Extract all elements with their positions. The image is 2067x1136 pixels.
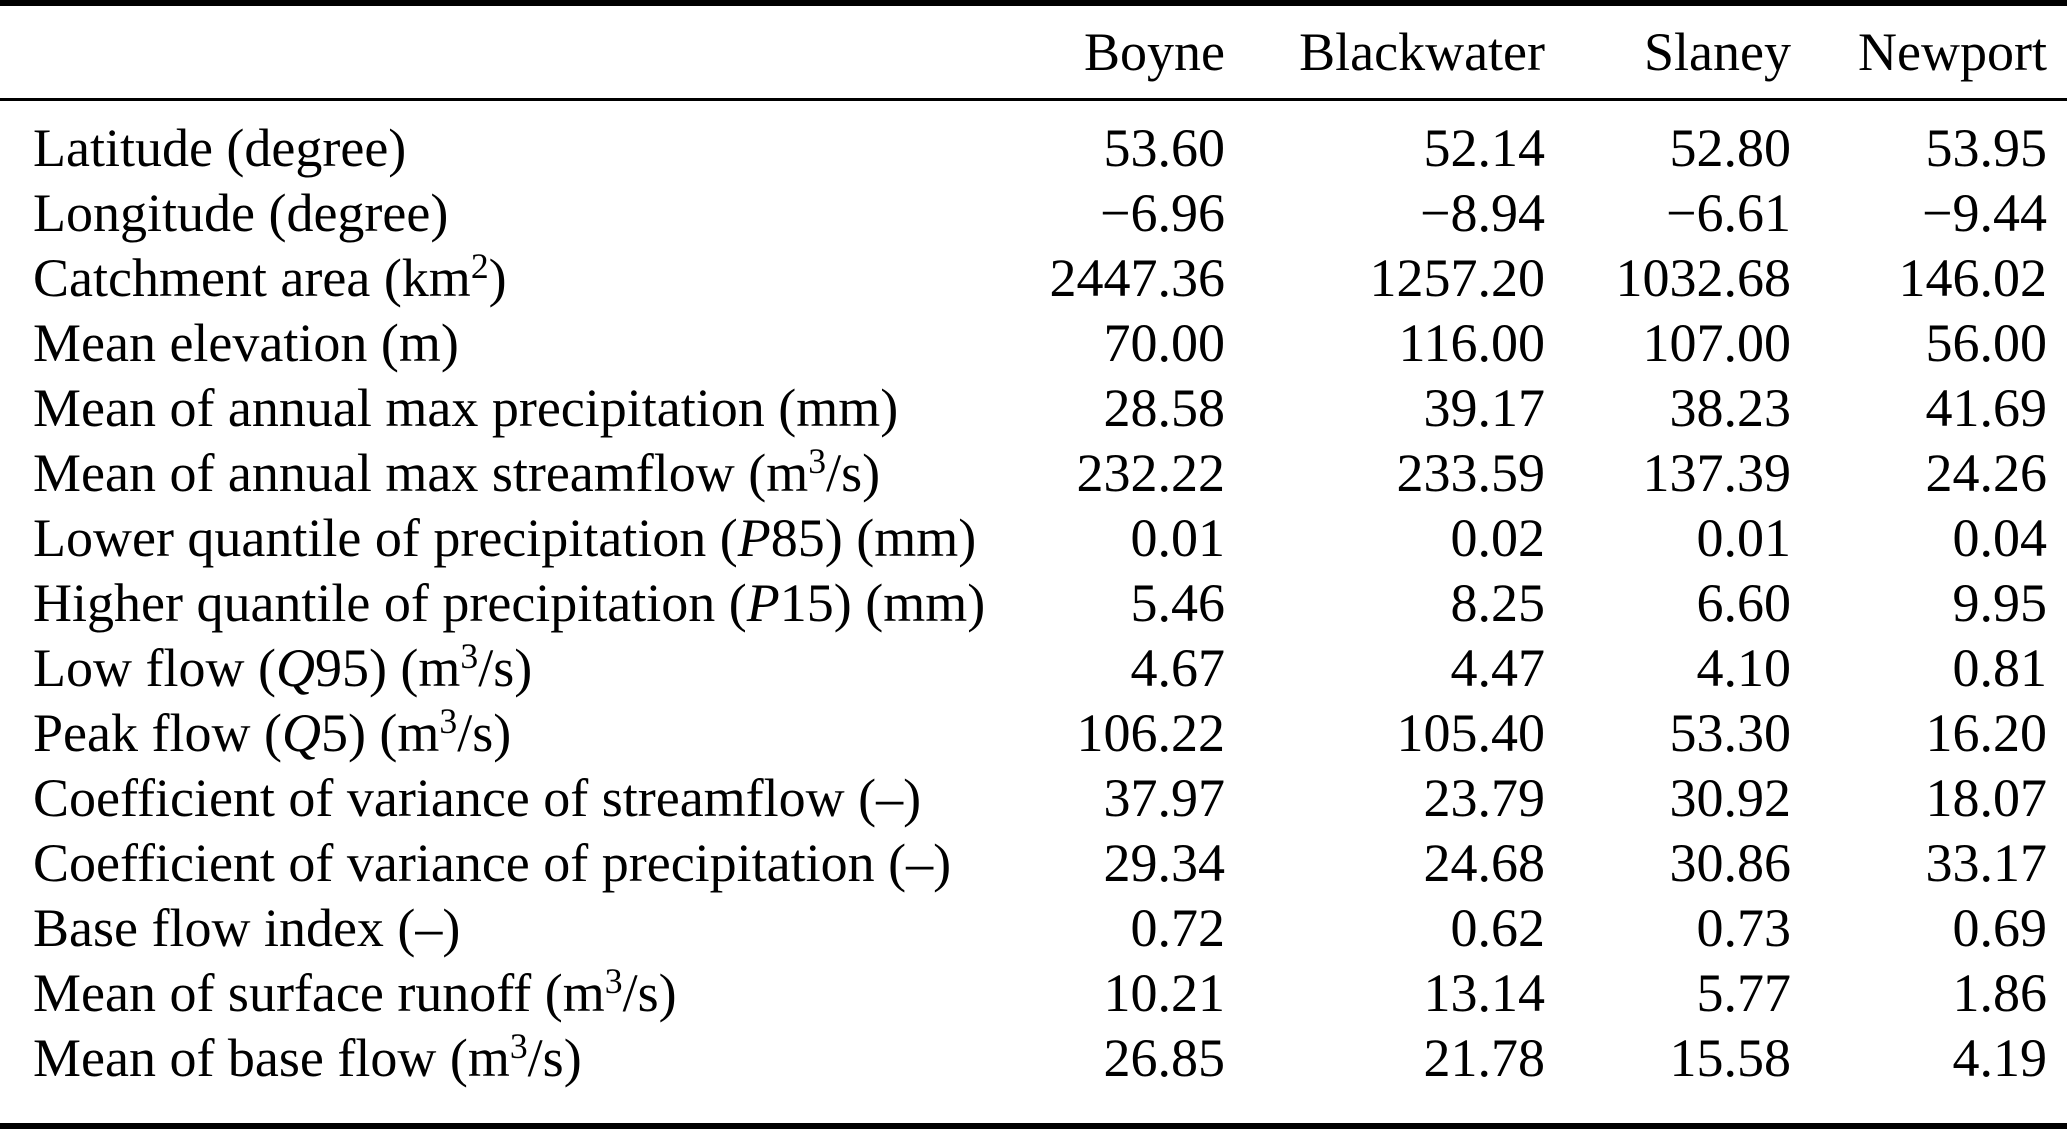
row-label: Low flow (Q95) $(m^3/s)$	[33, 635, 533, 698]
table-row	[0, 570, 2067, 635]
table-row	[0, 245, 2067, 310]
row-label: Mean of base flow $(m^3/s)$	[33, 1025, 582, 1088]
value-cell: 52.14	[1423, 117, 1545, 178]
table-body	[0, 100, 2067, 1091]
value-cell: 146.02	[1898, 247, 2047, 308]
value-cell: 233.59	[1396, 442, 1545, 503]
value-cell: 29.34	[1103, 832, 1225, 893]
value-cell: 4.19	[1952, 1027, 2047, 1088]
value-cell: 0.01	[1696, 507, 1791, 568]
value-cell: 1.86	[1952, 962, 2047, 1023]
corner-cell	[0, 6, 1005, 100]
value-cell: 33.17	[1925, 832, 2047, 893]
column-header: Boyne	[1005, 6, 1225, 100]
value-cell: 28.58	[1103, 377, 1225, 438]
row-label: Mean of annual max streamflow $(m^3/s)$	[33, 440, 881, 503]
row-label: Mean elevation (m)	[33, 312, 459, 373]
value-cell: 9.95	[1952, 572, 2047, 633]
row-label: Coefficient of variance of precipitation (–)	[33, 832, 952, 893]
value-cell: 0.81	[1952, 637, 2047, 698]
value-cell: 105.40	[1396, 702, 1545, 763]
value-cell: 18.07	[1925, 767, 2047, 828]
value-cell: 53.30	[1669, 702, 1791, 763]
value-cell: 232.22	[1076, 442, 1225, 503]
value-cell: 0.73	[1696, 897, 1791, 958]
value-cell: 0.72	[1130, 897, 1225, 958]
table-row	[0, 100, 2067, 181]
value-cell: 4.47	[1450, 637, 1545, 698]
value-cell: 0.02	[1450, 507, 1545, 568]
value-cell: 16.20	[1925, 702, 2047, 763]
value-cell: 23.79	[1423, 767, 1545, 828]
value-cell: 4.10	[1696, 637, 1791, 698]
value-cell: 0.01	[1130, 507, 1225, 568]
value-cell: 41.69	[1925, 377, 2047, 438]
row-label: Peak flow (Q5) $(m^3/s)$	[33, 700, 512, 763]
value-cell: 6.60	[1696, 572, 1791, 633]
value-cell: 24.68	[1423, 832, 1545, 893]
value-cell: 38.23	[1669, 377, 1791, 438]
value-cell: 53.60	[1103, 117, 1225, 178]
table-row	[0, 1025, 2067, 1090]
value-cell: 53.95	[1925, 117, 2047, 178]
row-label: Latitude (degree)	[33, 117, 407, 178]
value-cell: 8.25	[1450, 572, 1545, 633]
value-cell: 30.92	[1669, 767, 1791, 828]
value-cell: 10.21	[1103, 962, 1225, 1023]
table-row	[0, 635, 2067, 700]
header-row	[0, 6, 2067, 100]
value-cell: 24.26	[1925, 442, 2047, 503]
table-row	[0, 440, 2067, 505]
row-label: Base flow index (–)	[33, 897, 461, 958]
column-header: Slaney	[1545, 6, 1791, 100]
value-cell: 70.00	[1103, 312, 1225, 373]
value-cell: 26.85	[1103, 1027, 1225, 1088]
value-cell: 39.17	[1423, 377, 1545, 438]
table-row	[0, 180, 2067, 245]
row-label: Higher quantile of precipitation (P15) (mm)	[33, 572, 986, 633]
value-cell: 30.86	[1669, 832, 1791, 893]
row-label: Coefficient of variance of streamflow (–)	[33, 767, 922, 828]
value-cell: −8.94	[1420, 182, 1545, 243]
value-cell: 107.00	[1642, 312, 1791, 373]
table-row	[0, 505, 2067, 570]
row-label: Lower quantile of precipitation (P85) (mm)	[33, 507, 977, 568]
table-row	[0, 375, 2067, 440]
value-cell: 13.14	[1423, 962, 1545, 1023]
value-cell: −6.96	[1100, 182, 1225, 243]
value-cell: 15.58	[1669, 1027, 1791, 1088]
value-cell: 21.78	[1423, 1027, 1545, 1088]
value-cell: 5.77	[1696, 962, 1791, 1023]
value-cell: 5.46	[1130, 572, 1225, 633]
value-cell: 4.67	[1130, 637, 1225, 698]
value-cell: 37.97	[1103, 767, 1225, 828]
value-cell: 52.80	[1669, 117, 1791, 178]
value-cell: 0.62	[1450, 897, 1545, 958]
table-row	[0, 700, 2067, 765]
value-cell: 0.04	[1952, 507, 2047, 568]
row-label: Catchment area $(km^2)$	[33, 245, 507, 308]
table-row	[0, 895, 2067, 960]
row-label: Mean of annual max precipitation (mm)	[33, 377, 899, 438]
catchment-characteristics-table	[0, 6, 2067, 1090]
bottom-rule	[0, 1123, 2067, 1129]
table-row	[0, 310, 2067, 375]
value-cell: −6.61	[1666, 182, 1791, 243]
row-label: Longitude (degree)	[33, 182, 449, 243]
value-cell: −9.44	[1922, 182, 2047, 243]
value-cell: 0.69	[1952, 897, 2047, 958]
value-cell: 1257.20	[1369, 247, 1545, 308]
table-row	[0, 830, 2067, 895]
value-cell: 56.00	[1925, 312, 2047, 373]
value-cell: 2447.36	[1049, 247, 1225, 308]
value-cell: 106.22	[1076, 702, 1225, 763]
table-row	[0, 960, 2067, 1025]
column-header: Newport	[1791, 6, 2067, 100]
value-cell: 1032.68	[1615, 247, 1791, 308]
table-row	[0, 765, 2067, 830]
column-header: Blackwater	[1225, 6, 1545, 100]
value-cell: 116.00	[1398, 312, 1545, 373]
row-label: Mean of surface runoff $(m^3/s)$	[33, 960, 677, 1023]
value-cell: 137.39	[1642, 442, 1791, 503]
